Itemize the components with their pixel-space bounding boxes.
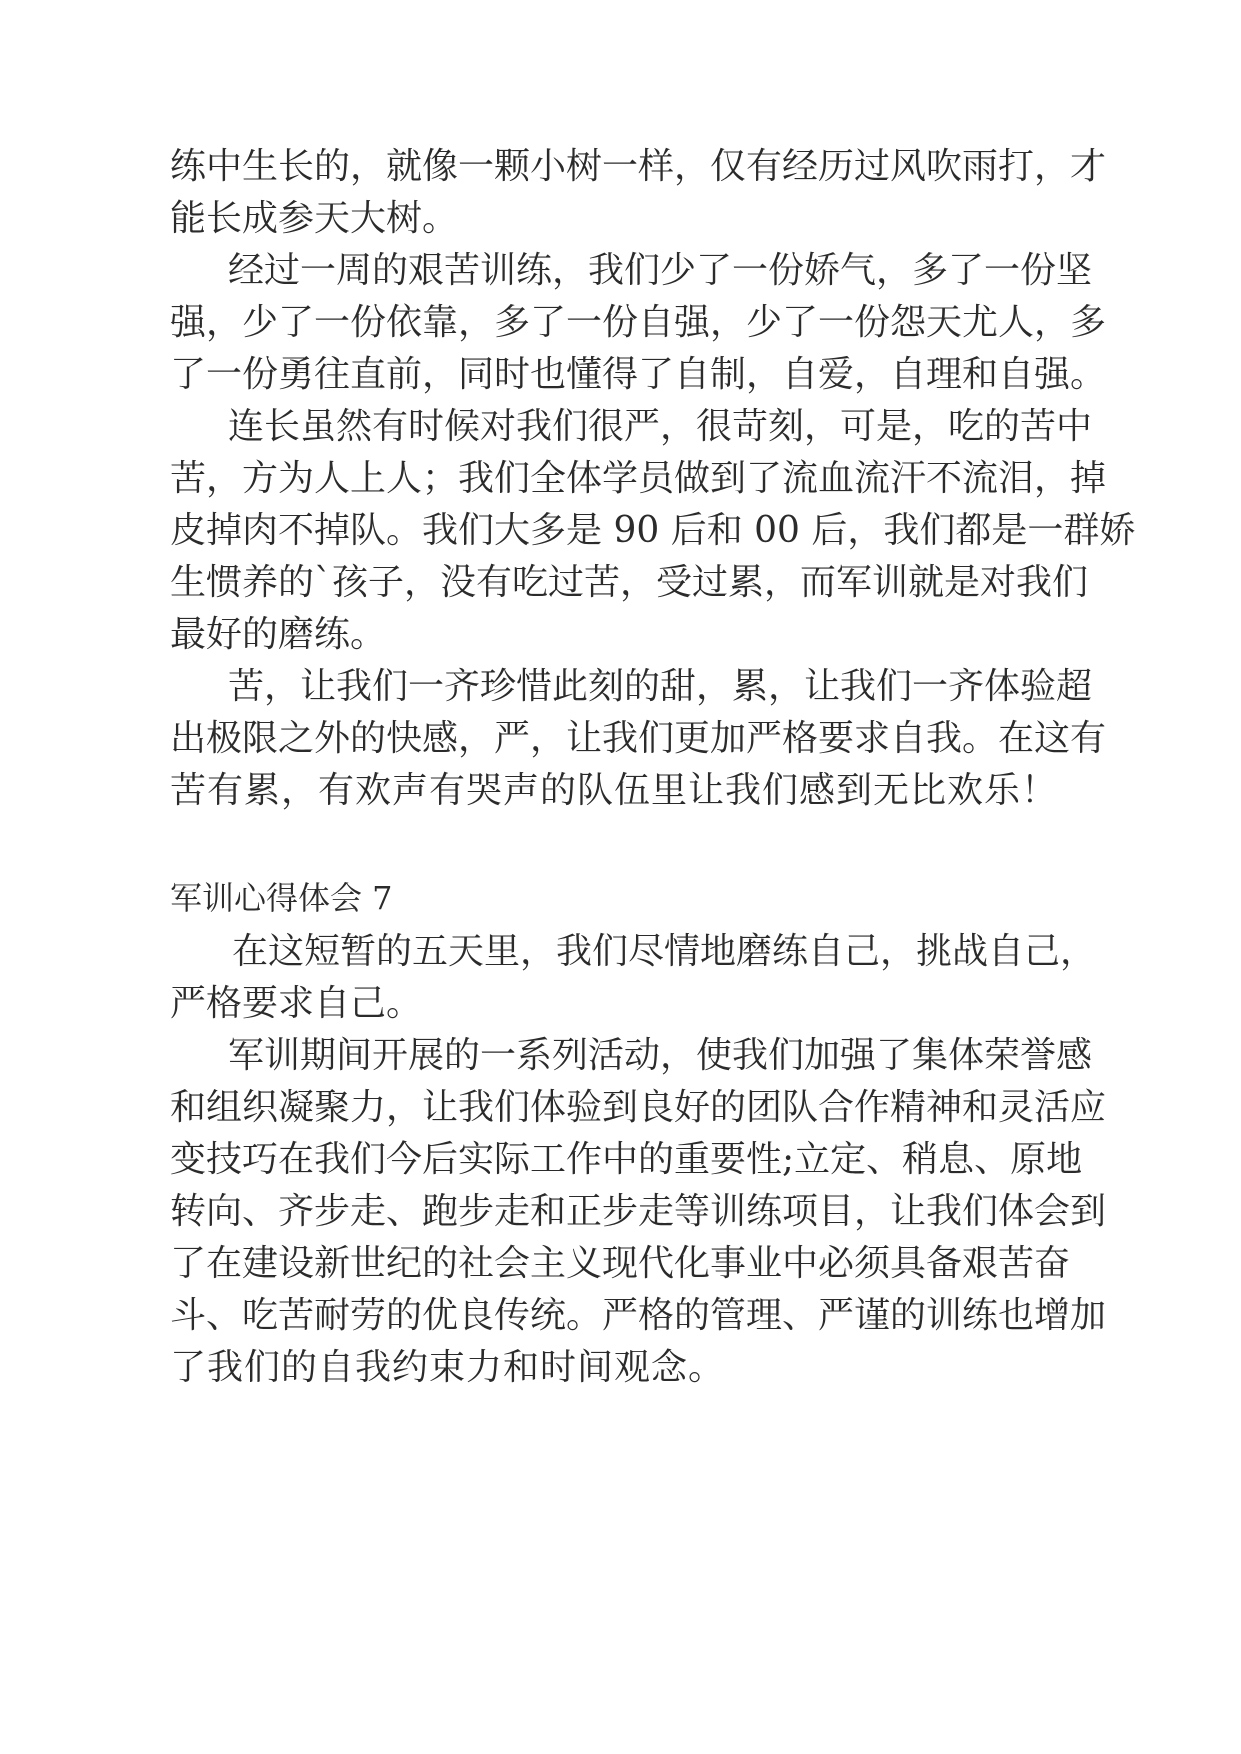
paragraph-line: 了一份勇往直前，同时也懂得了自制，自爱，自理和自强。 (170, 354, 1107, 395)
paragraph-line: 生惯养的`孩子，没有吃过苦，受过累，而军训就是对我们 (170, 562, 1089, 603)
paragraph-line: 最好的磨练。 (170, 614, 387, 655)
paragraph-line: 能长成参天大树。 (170, 198, 459, 239)
paragraph-line: 转向、齐步走、跑步走和正步走等训练项目，让我们体会到 (170, 1191, 1107, 1232)
paragraph-line: 练中生长的，就像一颗小树一样，仅有经历过风吹雨打，才 (170, 146, 1107, 187)
paragraph-line: 了在建设新世纪的社会主义现代化事业中必须具备艰苦奋 (170, 1243, 1071, 1284)
paragraph-line: 苦，方为人上人；我们全体学员做到了流血流汗不流泪，掉 (170, 458, 1107, 499)
paragraph-line: 斗、吃苦耐劳的优良传统。严格的管理、严谨的训练也增加 (170, 1295, 1107, 1336)
paragraph-line: 严格要求自己。 (170, 983, 423, 1024)
paragraph-line: 了我们的自我约束力和时间观念。 (170, 1347, 726, 1388)
paragraph-line: 经过一周的艰苦训练，我们少了一份娇气，多了一份坚 (228, 250, 1093, 291)
paragraph-line: 在这短暂的五天里，我们尽情地磨练自己，挑战自己， (232, 931, 1097, 972)
paragraph-line: 出极限之外的快感，严，让我们更加严格要求自我。在这有 (170, 718, 1107, 759)
paragraph-line: 皮掉肉不掉队。我们大多是 90 后和 00 后，我们都是一群娇 (170, 510, 1136, 551)
paragraph-line: 苦有累，有欢声有哭声的队伍里让我们感到无比欢乐！ (170, 770, 1059, 811)
paragraph-line: 苦，让我们一齐珍惜此刻的甜，累，让我们一齐体验超 (228, 666, 1093, 707)
paragraph-line: 强，少了一份依靠，多了一份自强，少了一份怨天尤人，多 (170, 302, 1107, 343)
paragraph-line: 军训期间开展的一系列活动，使我们加强了集体荣誉感 (228, 1035, 1093, 1076)
section-heading: 军训心得体会 7 (170, 879, 393, 917)
paragraph-line: 连长虽然有时候对我们很严，很苛刻，可是，吃的苦中 (228, 406, 1093, 447)
paragraph-line: 和组织凝聚力，让我们体验到良好的团队合作精神和灵活应 (170, 1087, 1107, 1128)
paragraph-line: 变技巧在我们今后实际工作中的重要性;立定、稍息、原地 (170, 1139, 1083, 1180)
